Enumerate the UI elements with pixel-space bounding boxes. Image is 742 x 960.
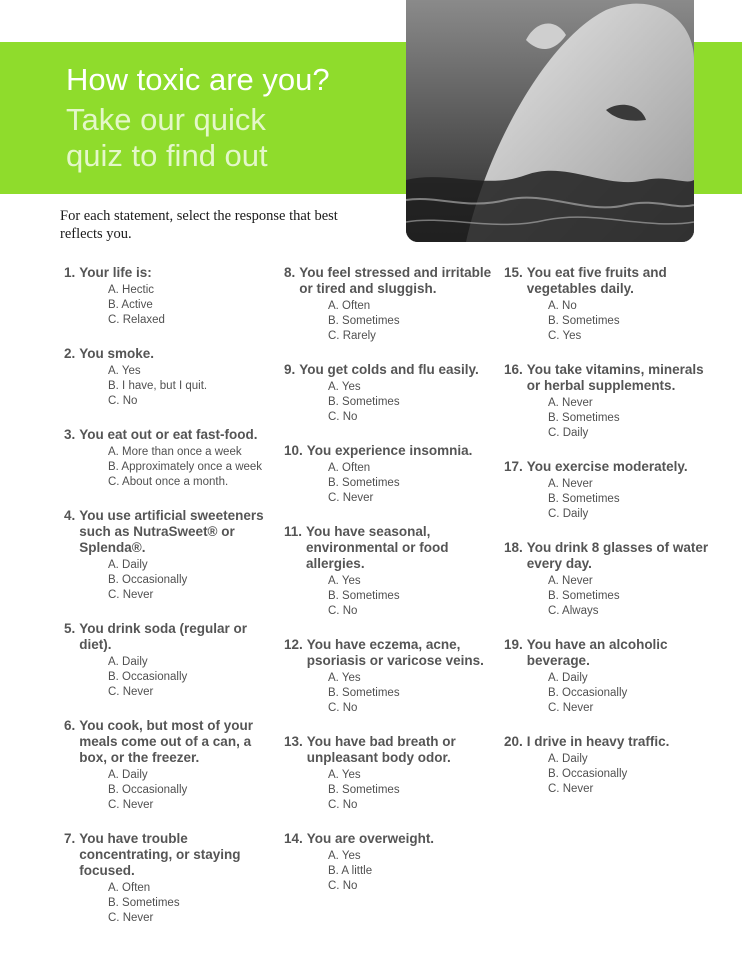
question-text: You smoke. (79, 346, 155, 361)
question-number: 14. (284, 831, 303, 846)
question-text: You have an alcoholic beverage. (526, 637, 668, 668)
question-number: 18. (504, 540, 523, 555)
question-text: Your life is: (79, 265, 152, 280)
answer-option[interactable]: B. Occasionally (108, 671, 188, 683)
question-number: 19. (504, 637, 523, 652)
answer-option[interactable]: C. Relaxed (108, 314, 165, 326)
answer-options (108, 655, 279, 700)
answer-options (108, 445, 279, 490)
quiz-question (284, 734, 499, 813)
answer-option[interactable]: C. No (328, 799, 358, 811)
quiz-question (64, 427, 279, 490)
question-number: 2. (64, 346, 76, 361)
answer-option[interactable]: B. Sometimes (548, 590, 620, 602)
answer-options (328, 768, 499, 813)
answer-option[interactable]: B. Occasionally (548, 687, 628, 699)
quiz-column-2 (284, 265, 499, 912)
answer-option[interactable]: C. Never (548, 702, 594, 714)
answer-option[interactable]: C. Never (328, 492, 374, 504)
answer-options (548, 752, 719, 797)
question-heading (284, 362, 499, 378)
question-heading (64, 508, 279, 556)
quiz-question (504, 540, 719, 619)
answer-option[interactable]: A. Daily (548, 672, 588, 684)
answer-option[interactable]: B. Active (108, 299, 153, 311)
answer-option[interactable]: C. Daily (548, 508, 589, 520)
answer-option[interactable]: A. Often (328, 462, 371, 474)
answer-option[interactable]: B. Sometimes (108, 897, 180, 909)
answer-option[interactable]: A. Yes (328, 769, 361, 781)
answer-option[interactable]: B. Sometimes (328, 784, 400, 796)
answer-option[interactable]: C. Never (108, 686, 154, 698)
question-text: You have trouble concentrating, or staying focused. (79, 831, 241, 878)
quiz-question (284, 265, 499, 344)
answer-option[interactable]: C. Always (548, 605, 599, 617)
quiz-question (64, 621, 279, 700)
quiz-question (284, 637, 499, 716)
answer-option[interactable]: B. I have, but I quit. (108, 380, 208, 392)
question-text: You have bad breath or unpleasant body odor. (306, 734, 456, 765)
question-number: 20. (504, 734, 523, 749)
answer-options (328, 574, 499, 619)
answer-option[interactable]: B. Sometimes (548, 315, 620, 327)
answer-option[interactable]: B. Occasionally (108, 574, 188, 586)
question-number: 8. (284, 265, 296, 280)
quiz-question (504, 734, 719, 797)
answer-option[interactable]: C. Never (548, 783, 594, 795)
quiz-column-1 (64, 265, 279, 944)
question-number: 16. (504, 362, 523, 377)
question-heading (504, 734, 719, 750)
answer-options (548, 299, 719, 344)
answer-options (108, 558, 279, 603)
answer-options (328, 461, 499, 506)
answer-option[interactable]: A. Often (108, 882, 151, 894)
answer-options (548, 396, 719, 441)
quiz-question (504, 637, 719, 716)
answer-option[interactable]: A. Never (548, 575, 593, 587)
question-heading (284, 524, 499, 572)
question-number: 7. (64, 831, 76, 846)
answer-option[interactable]: A. Daily (108, 769, 148, 781)
quiz-column-3 (504, 265, 719, 815)
instructions: For each statement, select the response that best reflects you. (60, 208, 338, 242)
answer-option[interactable]: C. Daily (548, 427, 589, 439)
question-heading (504, 362, 719, 394)
answer-option[interactable]: A. Yes (108, 365, 141, 377)
question-text: You have eczema, acne, psoriasis or varicose veins. (306, 637, 484, 668)
woman-in-water-image (406, 0, 694, 242)
question-heading (284, 637, 499, 669)
answer-option[interactable]: A. Daily (548, 753, 588, 765)
answer-option[interactable]: B. Sometimes (328, 315, 400, 327)
quiz-question (64, 265, 279, 328)
answer-option[interactable]: C. Rarely (328, 330, 376, 342)
answer-option[interactable]: A. Daily (108, 559, 148, 571)
question-text: You are overweight. (306, 831, 435, 846)
page-subtitle: Take our quick quiz to find out (66, 102, 268, 173)
question-heading (504, 540, 719, 572)
quiz-question (64, 831, 279, 926)
question-text: You get colds and flu easily. (299, 362, 479, 377)
answer-options (548, 477, 719, 522)
answer-option[interactable]: B. Sometimes (548, 412, 620, 424)
quiz-question (504, 265, 719, 344)
answer-options (108, 283, 279, 328)
question-text: You take vitamins, minerals or herbal supplements. (526, 362, 704, 393)
question-heading (64, 831, 279, 879)
answer-option[interactable]: C. No (328, 880, 358, 892)
question-text: You use artificial sweeteners such as NutraSweet® or Splenda®. (79, 508, 264, 555)
quiz-question (64, 508, 279, 603)
answer-options (328, 380, 499, 425)
quiz-question (284, 831, 499, 894)
answer-option[interactable]: A. Yes (328, 575, 361, 587)
question-heading (284, 831, 499, 847)
question-number: 5. (64, 621, 76, 636)
answer-options (328, 671, 499, 716)
question-text: You have seasonal, environmental or food allergies. (306, 524, 449, 571)
answer-option[interactable]: A. Never (548, 478, 593, 490)
answer-option[interactable]: C. About once a month. (108, 476, 229, 488)
answer-options (548, 574, 719, 619)
answer-option[interactable]: A. Yes (328, 672, 361, 684)
question-heading (504, 637, 719, 669)
answer-option[interactable]: A. Yes (328, 381, 361, 393)
answer-option[interactable]: A. No (548, 300, 577, 312)
answer-option[interactable]: B. Sometimes (328, 477, 400, 489)
answer-options (548, 671, 719, 716)
answer-option[interactable]: B. Sometimes (328, 396, 400, 408)
answer-option[interactable]: C. Never (108, 589, 154, 601)
question-text: You drink soda (regular or diet). (79, 621, 248, 652)
answer-option[interactable]: C. No (328, 702, 358, 714)
question-heading (64, 427, 279, 443)
answer-option[interactable]: B. Approximately once a week (108, 461, 263, 473)
header-photo (406, 0, 694, 242)
question-heading (284, 265, 499, 297)
answer-options (328, 849, 499, 894)
question-text: You exercise moderately. (526, 459, 688, 474)
question-heading (284, 734, 499, 766)
answer-option[interactable]: C. Never (108, 799, 154, 811)
answer-option[interactable]: B. Sometimes (328, 590, 400, 602)
quiz-question (504, 459, 719, 522)
answer-options (108, 881, 279, 926)
answer-options (108, 364, 279, 409)
answer-option[interactable]: A. More than once a week (108, 446, 242, 458)
question-number: 4. (64, 508, 76, 523)
answer-option[interactable]: C. No (328, 411, 358, 423)
question-text: You cook, but most of your meals come out of a can, a box, or the freezer. (79, 718, 254, 765)
quiz-question (64, 718, 279, 813)
answer-option[interactable]: C. No (108, 395, 138, 407)
answer-options (328, 299, 499, 344)
answer-option[interactable]: A. Hectic (108, 284, 155, 296)
answer-option[interactable]: A. Yes (328, 850, 361, 862)
question-number: 12. (284, 637, 303, 652)
answer-option[interactable]: B. Occasionally (108, 784, 188, 796)
answer-option[interactable]: A. Never (548, 397, 593, 409)
question-heading (504, 265, 719, 297)
question-text: You eat five fruits and vegetables daily. (526, 265, 667, 296)
quiz-question (284, 443, 499, 506)
answer-options (108, 768, 279, 813)
answer-option[interactable]: B. Sometimes (548, 493, 620, 505)
question-number: 17. (504, 459, 523, 474)
question-heading (284, 443, 499, 459)
answer-option[interactable]: B. Occasionally (548, 768, 628, 780)
page-title: How toxic are you? (66, 62, 330, 97)
quiz-question (504, 362, 719, 441)
question-number: 1. (64, 265, 76, 280)
question-heading (64, 621, 279, 653)
question-text: You eat out or eat fast-food. (79, 427, 258, 442)
question-heading (504, 459, 719, 475)
question-number: 6. (64, 718, 76, 733)
question-number: 15. (504, 265, 523, 280)
answer-option[interactable]: B. A little (328, 865, 373, 877)
question-text: You experience insomnia. (306, 443, 473, 458)
question-number: 11. (284, 524, 303, 539)
question-number: 9. (284, 362, 296, 377)
question-text: You drink 8 glasses of water every day. (526, 540, 709, 571)
question-number: 13. (284, 734, 303, 749)
question-text: I drive in heavy traffic. (526, 734, 670, 749)
question-number: 10. (284, 443, 303, 458)
question-heading (64, 718, 279, 766)
answer-option[interactable]: B. Sometimes (328, 687, 400, 699)
question-heading (64, 265, 279, 281)
answer-option[interactable]: C. Yes (548, 330, 582, 342)
question-heading (64, 346, 279, 362)
answer-option[interactable]: A. Often (328, 300, 371, 312)
quiz-question (284, 362, 499, 425)
question-number: 3. (64, 427, 76, 442)
answer-option[interactable]: C. No (328, 605, 358, 617)
quiz-question (64, 346, 279, 409)
quiz-question (284, 524, 499, 619)
answer-option[interactable]: C. Never (108, 912, 154, 924)
answer-option[interactable]: A. Daily (108, 656, 148, 668)
question-text: You feel stressed and irritable or tired and sluggish. (299, 265, 492, 296)
